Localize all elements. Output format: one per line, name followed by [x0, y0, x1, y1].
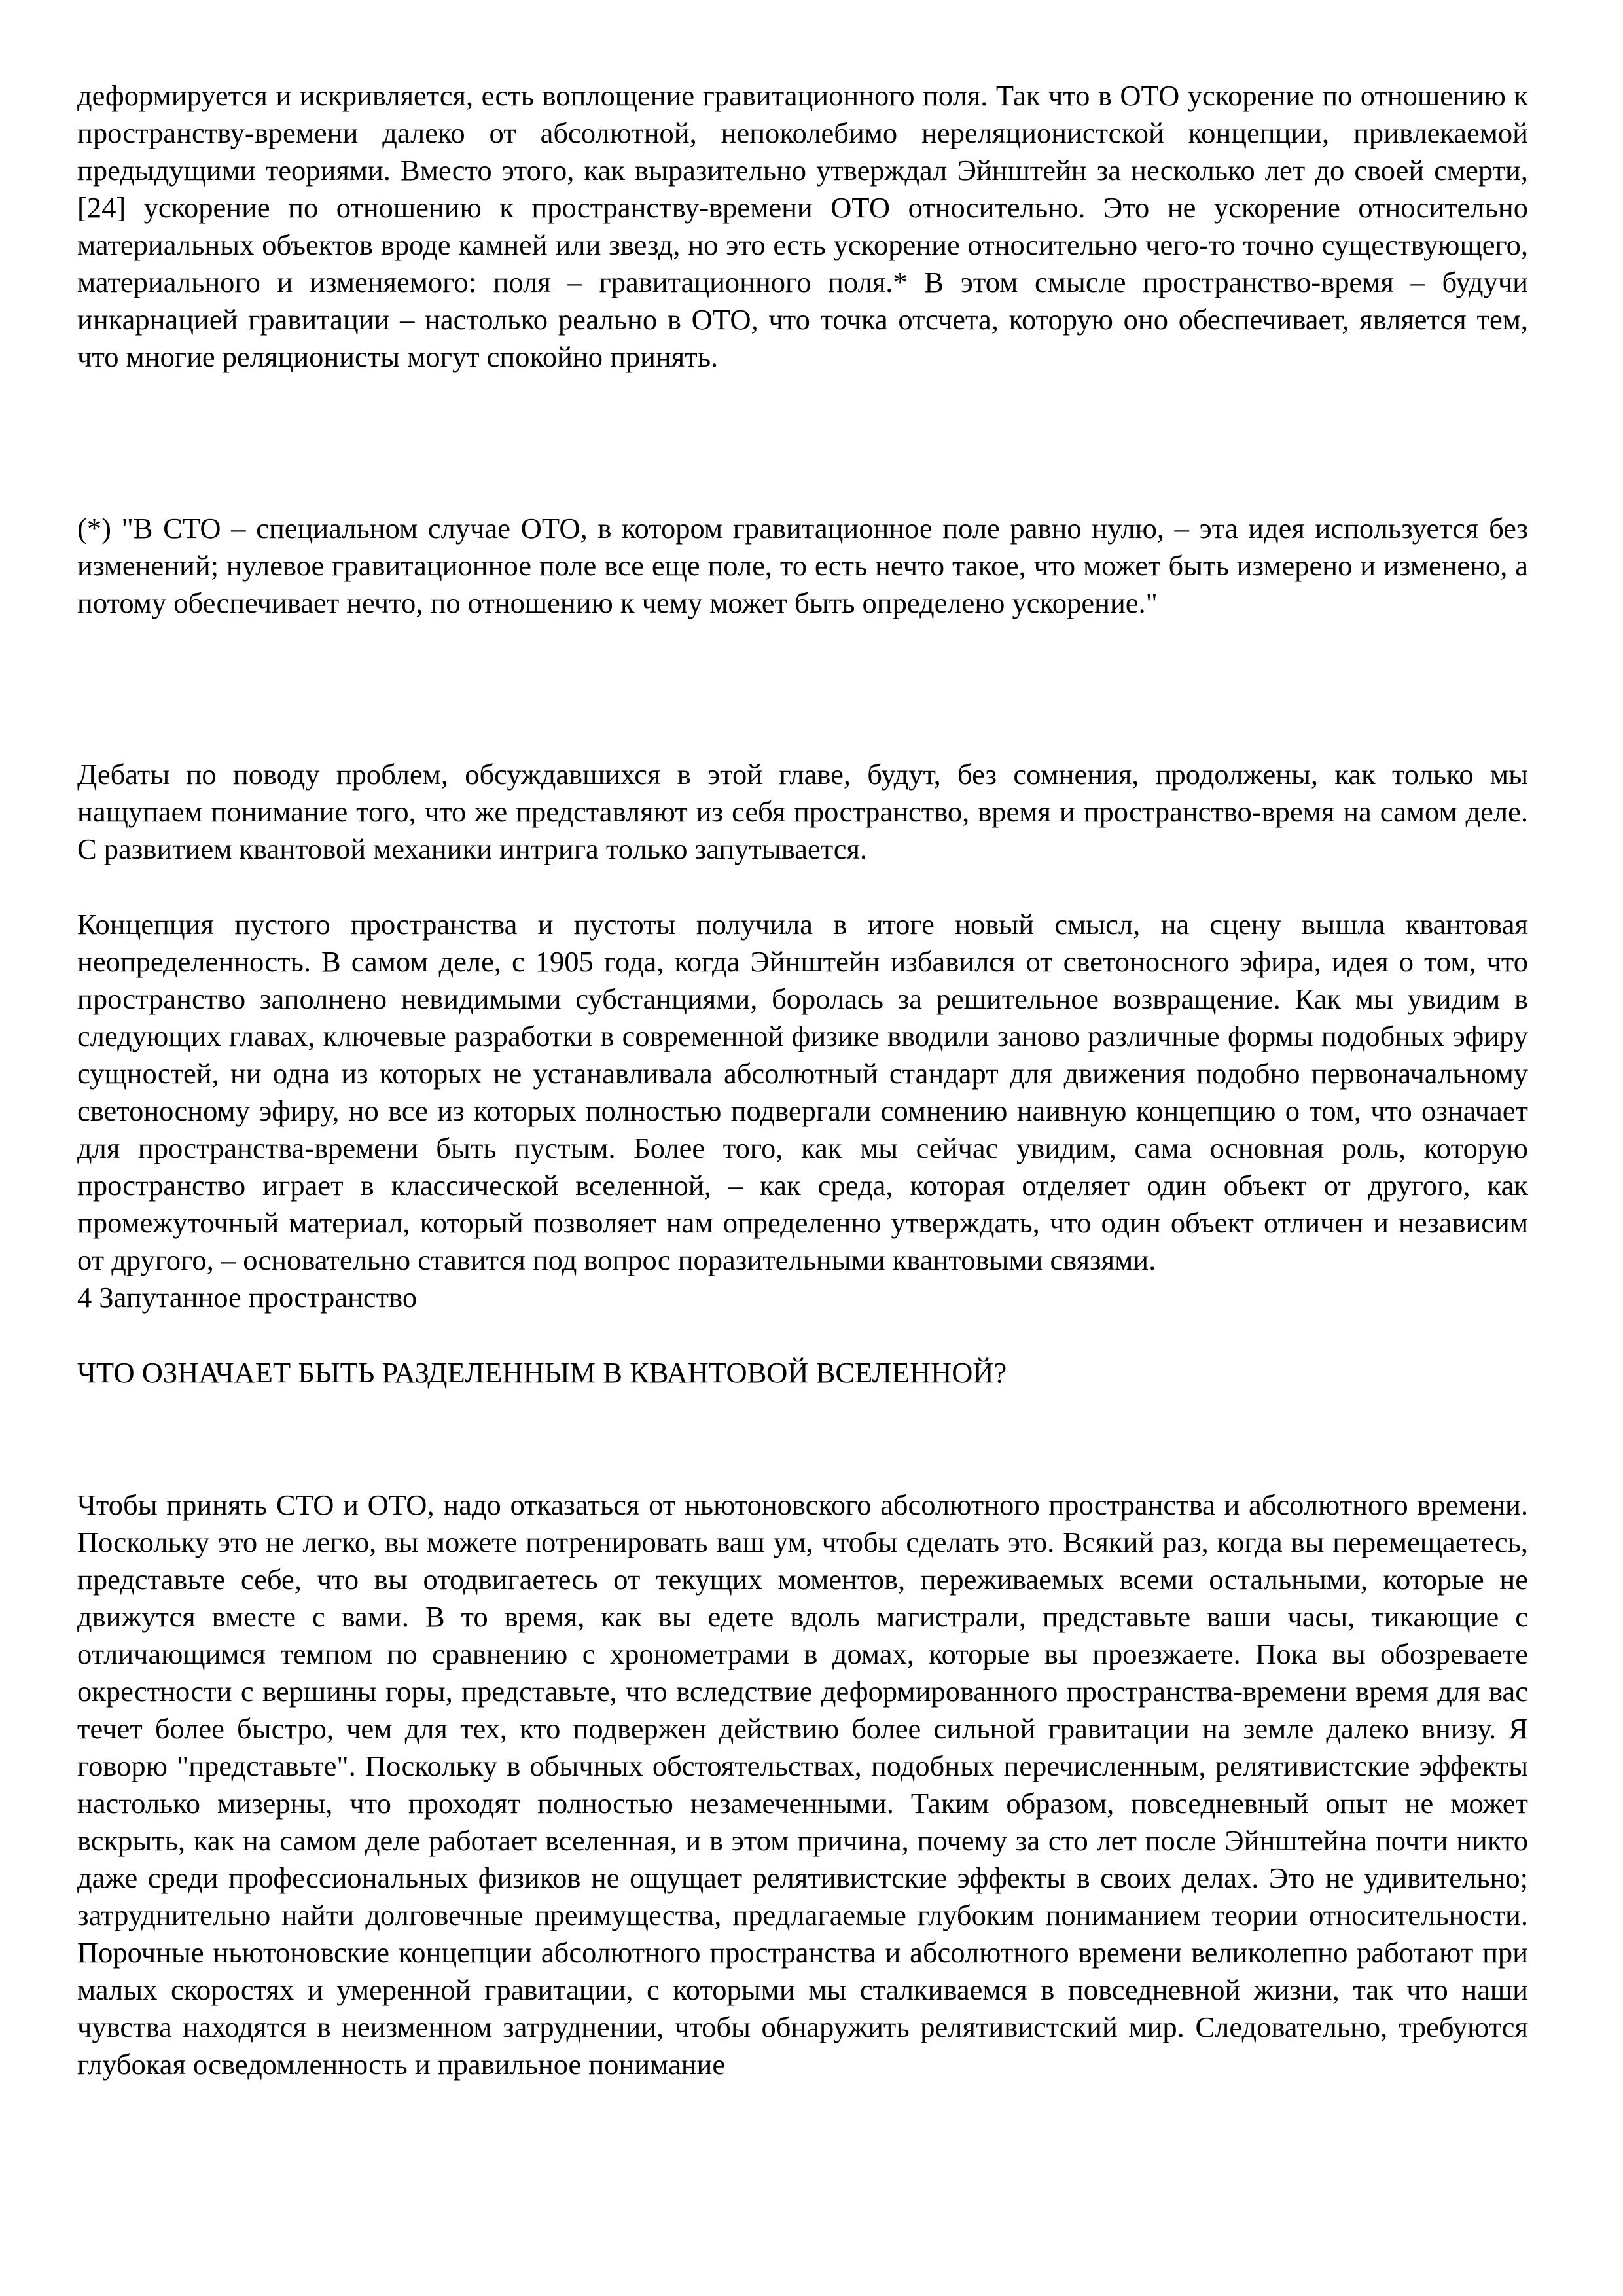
spacer	[77, 1316, 1528, 1354]
spacer	[77, 868, 1528, 906]
paragraph-debates: Дебаты по поводу проблем, обсуждавшихся в этой главе, будут, без сомнения, продолжены, как только мы нащупаем понимание того, что же представляют из себя пространство, время и пространство-время на самом деле. С развитием квантовой механики интрига только запутывается.	[77, 758, 1528, 865]
spacer	[77, 622, 1528, 756]
spacer	[77, 1391, 1528, 1486]
footnote: (*) "В СТО – специальном случае ОТО, в котором гравитационное поле равно нулю, – эта идея используется без изменений; нулевое гравитационное поле все еще поле, то есть нечто такое, что может быть измерено и изменено, а потому обеспечивает нечто, по отношению к чему может быть определено ускорение."	[77, 512, 1528, 619]
paragraph-empty-space: Концепция пустого пространства и пустоты получила в итоге новый смысл, на сцену вышла квантовая неопределенность. В самом деле, с 1905 года, когда Эйнштейн избавился от светоносного эфира, идея о том, что пространство заполнено невидимыми субстанциями, боролась за решительное возвращение. Как мы увидим в следующих главах, ключевые разработки в современной физике вводили заново различные формы подобных эфиру сущностей, ни одна из которых не устанавливала абсолютный стандарт для движения подобно первоначальному светоносному эфиру, но все из которых полностью подвергали сомнению наивную концепцию о том, что означает для пространства-времени быть пустым. Более того, как мы сейчас увидим, сама основная роль, которую пространство играет в классической вселенной, – как среда, которая отделяет один объект от другого, как промежуточный материал, который позволяет нам определенно утверждать, что один объект отличен и независим от другого, – основательно ставится под вопрос поразительными квантовыми связями.	[77, 908, 1528, 1276]
document-page	[77, 77, 1528, 2083]
paragraph-gravitational-field: деформируется и искривляется, есть воплощение гравитационного поля. Так что в ОТО ускорение по отношению к пространству-времени далеко от абсолютной, непоколебимо нереляционистской концепции, привлекаемой предыдущими теориями. Вместо этого, как выразительно утверждал Эйнштейн за несколько лет до своей смерти,[24] ускорение по отношению к пространству-времени ОТО относительно. Это не ускорение относительно материальных объектов вроде камней или звезд, но это есть ускорение относительно чего-то точно существующего, материального и изменяемого: поля – гравитационного поля.* В этом смысле пространство-время – будучи инкарнацией гравитации – настолько реально в ОТО, что точка отсчета, которую оно обеспечивает, является тем, что многие реляционисты могут спокойно принять.	[77, 79, 1528, 373]
chapter-title: 4 Запутанное пространство	[77, 1281, 418, 1314]
paragraph-relativity-practice: Чтобы принять СТО и ОТО, надо отказаться от ньютоновского абсолютного пространства и абсолютного времени. Поскольку это не легко, вы можете потренировать ваш ум, чтобы сделать это. Всякий раз, когда вы перемещаетесь, представьте себе, что вы отодвигаетесь от текущих моментов, переживаемых всеми остальными, которые не движутся вместе с вами. В то время, как вы едете вдоль магистрали, представьте ваши часы, тикающие с отличающимся темпом по сравнению с хронометрами в домах, которые вы проезжаете. Пока вы обозреваете окрестности с вершины горы, представьте, что вследствие деформированного пространства-времени время для вас течет более быстро, чем для тех, кто подвержен действию более сильной гравитации на земле далеко внизу. Я говорю "представьте". Поскольку в обычных обстоятельствах, подобных перечисленным, релятивистские эффекты настолько мизерны, что проходят полностью незамеченными. Таким образом, повседневный опыт не может вскрыть, как на самом деле работает вселенная, и в этом причина, почему за сто лет после Эйнштейна почти никто даже среди профессиональных физиков не ощущает релятивистские эффекты в своих делах. Это не удивительно; затруднительно найти долговечные преимущества, предлагаемые глубоким пониманием теории относительности. Порочные ньютоновские концепции абсолютного пространства и абсолютного времени великолепно работают при малых скоростях и умеренной гравитации, с которыми мы сталкиваемся в повседневной жизни, так что наши чувства находятся в неизменном затруднении, чтобы обнаружить релятивистский мир. Следовательно, требуются глубокая осведомленность и правильное понимание	[77, 1488, 1528, 2081]
section-heading: ЧТО ОЗНАЧАЕТ БЫТЬ РАЗДЕЛЕННЫМ В КВАНТОВОЙ ВСЕЛЕННОЙ?	[77, 1356, 1007, 1389]
spacer	[77, 376, 1528, 510]
